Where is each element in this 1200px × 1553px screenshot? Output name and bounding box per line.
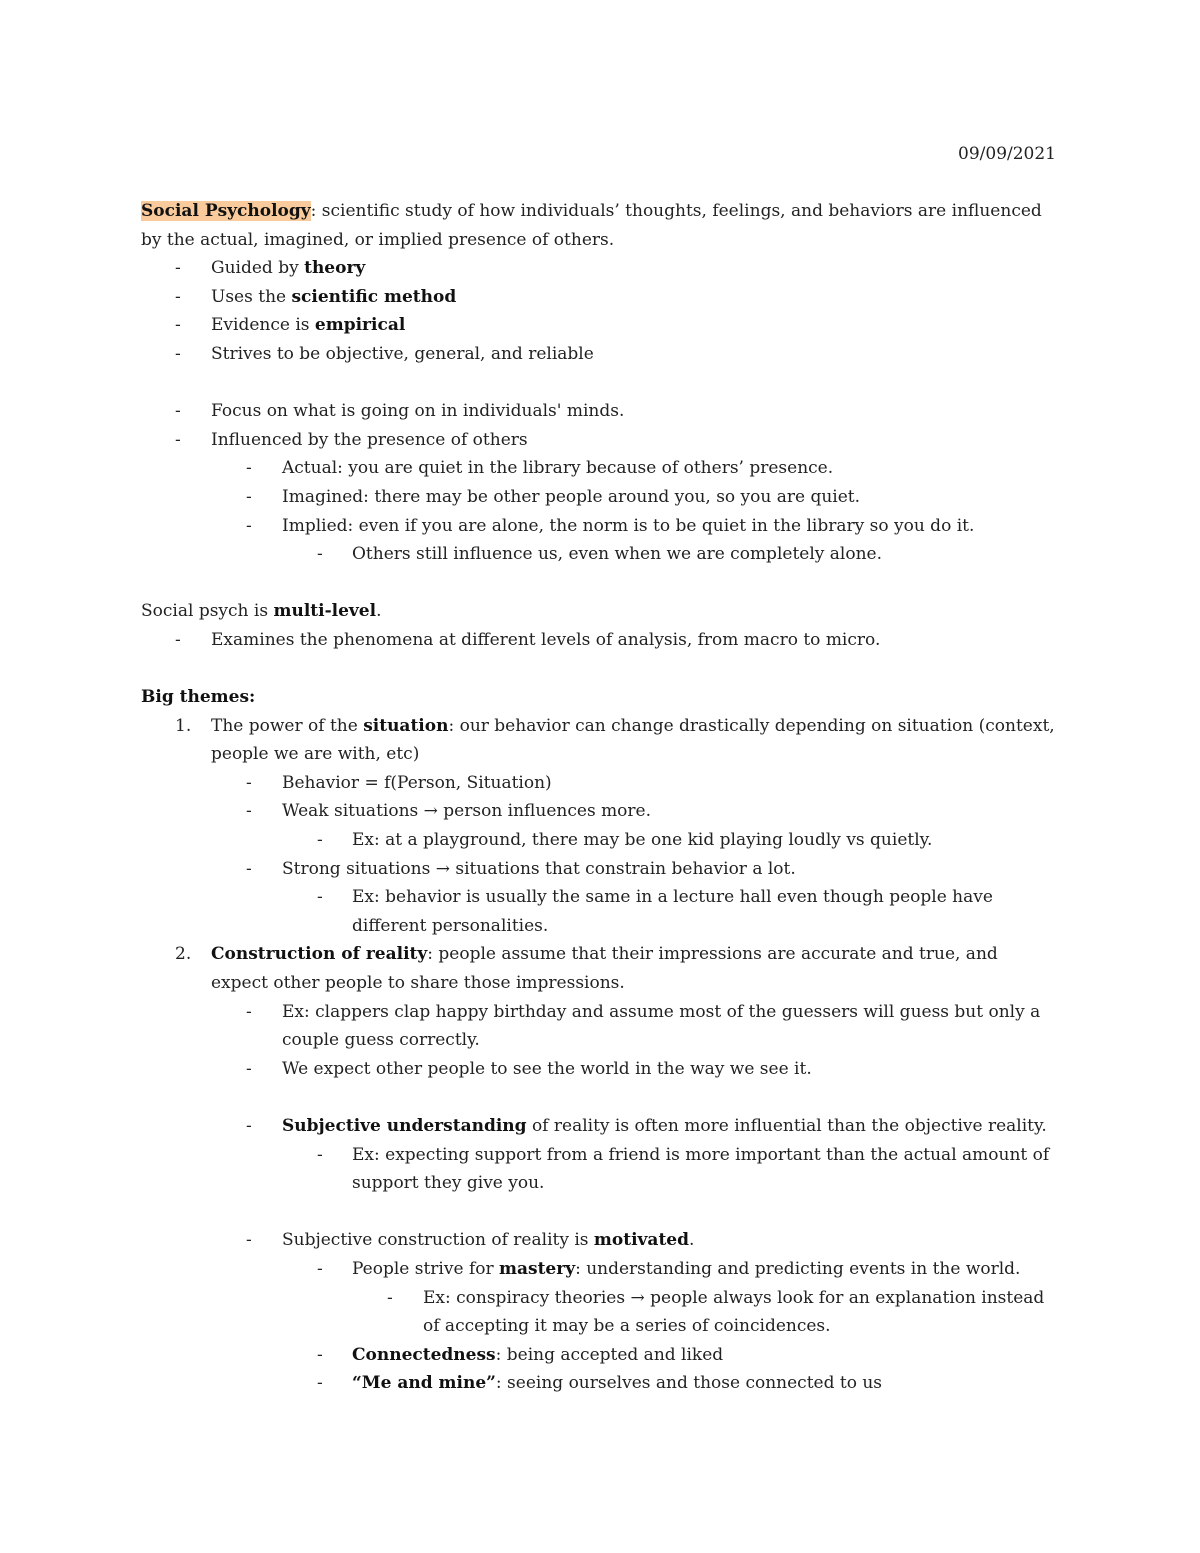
- dash-bullet: -: [317, 1144, 323, 1165]
- dash-bullet: -: [387, 1287, 393, 1308]
- dash-bullet: -: [246, 458, 252, 479]
- bold-term: motivated: [593, 1230, 690, 1251]
- dash-bullet: -: [246, 486, 252, 507]
- dash-bullet: -: [175, 343, 181, 364]
- list-item-text: Influenced by the presence of others: [211, 429, 528, 450]
- bold-term: Subjective understanding: [282, 1116, 527, 1136]
- dash-bullet: -: [317, 544, 323, 565]
- list-item: [141, 311, 1056, 340]
- list-item-text: Ex: clappers clap happy birthday and assume most of the guessers will guess but only a couple guess correctly.: [282, 1001, 1041, 1051]
- numbered-item: [141, 712, 1056, 769]
- list-item-text: Uses the: [211, 286, 292, 307]
- list-item-text: Implied: even if you are alone, the norm is to be quiet in the library so you do it.: [282, 515, 975, 536]
- list-item: [141, 769, 1056, 798]
- list-item: [141, 883, 1056, 940]
- dash-bullet: -: [317, 1258, 323, 1279]
- bold-term: theory: [304, 258, 366, 279]
- term-highlight: Social Psychology: [141, 201, 311, 221]
- list-item-text: The power of the: [211, 715, 364, 736]
- list-item-text: of reality is often more influential than the objective reality.: [526, 1116, 1047, 1136]
- list-item-text: : our behavior can change drastically depending on situation (context, people we are with, etc): [211, 715, 1055, 765]
- list-item: [141, 1255, 1056, 1284]
- list-item-text: Evidence is: [211, 315, 315, 336]
- spacer: [141, 569, 1056, 598]
- list-item-text: Focus on what is going on in individuals' minds.: [211, 401, 625, 422]
- dash-bullet: -: [317, 830, 323, 851]
- list-item-text: People strive for: [352, 1258, 499, 1279]
- list-item-text: Strong situations → situations that constrain behavior a lot.: [282, 858, 796, 879]
- item-number: 2.: [175, 944, 192, 965]
- paragraph-text: Social psych is: [141, 601, 274, 622]
- bold-term: empirical: [314, 315, 406, 336]
- list-item: [141, 1055, 1056, 1084]
- list-item-text: : seeing ourselves and those connected to us: [495, 1373, 883, 1394]
- list-item-text: : being accepted and liked: [495, 1344, 724, 1365]
- list-item: [141, 512, 1056, 541]
- bold-term: situation: [363, 715, 449, 736]
- list-item-text: : understanding and predicting events in the world.: [575, 1258, 1021, 1279]
- dash-bullet: -: [317, 887, 323, 908]
- list-item: [141, 797, 1056, 826]
- dash-bullet: -: [246, 772, 252, 793]
- dash-bullet: -: [246, 515, 252, 536]
- list-item: [141, 397, 1056, 426]
- heading-text: Big themes:: [141, 687, 256, 708]
- list-item-text: : people assume that their impressions are accurate and true, and expect other people to share those impressions.: [211, 944, 998, 994]
- bold-term: “Me and mine”: [352, 1373, 496, 1394]
- list-item: [141, 998, 1056, 1055]
- list-item-text: Subjective construction of reality is: [282, 1230, 594, 1251]
- list-item: [141, 254, 1056, 283]
- dash-bullet: -: [175, 315, 181, 336]
- list-item: [141, 1226, 1056, 1255]
- document-date: 09/09/2021: [958, 144, 1056, 164]
- dash-bullet: -: [175, 401, 181, 422]
- list-item-text: Ex: conspiracy theories → people always look for an explanation instead of accepting it may be a series of coincidences.: [423, 1287, 1045, 1337]
- list-item: [141, 855, 1056, 884]
- dash-bullet: -: [246, 1058, 252, 1079]
- list-item-text: .: [689, 1230, 695, 1251]
- list-item: [141, 483, 1056, 512]
- item-number: 1.: [175, 715, 192, 736]
- definition-paragraph: [141, 197, 1056, 254]
- list-item: [141, 1341, 1056, 1370]
- list-item-text: Weak situations → person influences more.: [282, 801, 652, 822]
- list-item-text: Others still influence us, even when we are completely alone.: [352, 544, 882, 565]
- numbered-item: [141, 940, 1056, 997]
- dash-bullet: -: [175, 286, 181, 307]
- list-item: [141, 1369, 1056, 1398]
- list-item: [141, 426, 1056, 455]
- list-item: [141, 1112, 1056, 1141]
- spacer: [141, 369, 1056, 398]
- dash-bullet: -: [246, 1001, 252, 1022]
- list-item: [141, 626, 1056, 655]
- dash-bullet: -: [246, 801, 252, 822]
- list-item-text: Ex: expecting support from a friend is more important than the actual amount of support they give you.: [352, 1144, 1050, 1194]
- dash-bullet: -: [175, 429, 181, 450]
- list-item-text: Guided by: [211, 258, 305, 279]
- list-item: [141, 540, 1056, 569]
- dash-bullet: -: [246, 1230, 252, 1251]
- dash-bullet: -: [175, 258, 181, 279]
- spacer: [141, 655, 1056, 684]
- list-item-text: Behavior = f(Person, Situation): [282, 772, 552, 793]
- list-item: [141, 1141, 1056, 1198]
- list-item-text: Imagined: there may be other people around you, so you are quiet.: [282, 486, 861, 507]
- dash-bullet: -: [246, 1116, 252, 1136]
- dash-bullet: -: [246, 858, 252, 879]
- section-heading: [141, 683, 1056, 712]
- spacer: [141, 1198, 1056, 1227]
- dash-bullet: -: [175, 629, 181, 650]
- list-item-text: Examines the phenomena at different levels of analysis, from macro to micro.: [211, 629, 881, 650]
- list-item-text: Ex: behavior is usually the same in a lecture hall even though people have different personalities.: [352, 887, 993, 936]
- spacer: [141, 1083, 1056, 1112]
- bold-term: mastery: [499, 1258, 576, 1279]
- dash-bullet: -: [317, 1373, 323, 1394]
- multilevel-paragraph: [141, 597, 1056, 626]
- bold-term: scientific method: [291, 286, 457, 307]
- list-item-text: We expect other people to see the world in the way we see it.: [282, 1058, 812, 1079]
- list-item: [141, 1284, 1056, 1341]
- bold-term: Connectedness: [352, 1344, 496, 1365]
- paragraph-text: .: [376, 601, 382, 622]
- notes-body: [141, 197, 1056, 1398]
- list-item: [141, 454, 1056, 483]
- bold-term: multi-level: [273, 601, 377, 622]
- list-item: [141, 826, 1056, 855]
- definition-text: : scientific study of how individuals’ thoughts, feelings, and behaviors are influenced by the actual, imagined, or implied presence of others.: [141, 201, 1042, 250]
- dash-bullet: -: [317, 1344, 323, 1365]
- list-item-text: Ex: at a playground, there may be one kid playing loudly vs quietly.: [352, 830, 933, 851]
- list-item: [141, 340, 1056, 369]
- list-item-text: Actual: you are quiet in the library because of others’ presence.: [282, 458, 834, 479]
- list-item-text: Strives to be objective, general, and reliable: [211, 343, 594, 364]
- list-item: [141, 283, 1056, 312]
- bold-term: Construction of reality: [211, 944, 428, 965]
